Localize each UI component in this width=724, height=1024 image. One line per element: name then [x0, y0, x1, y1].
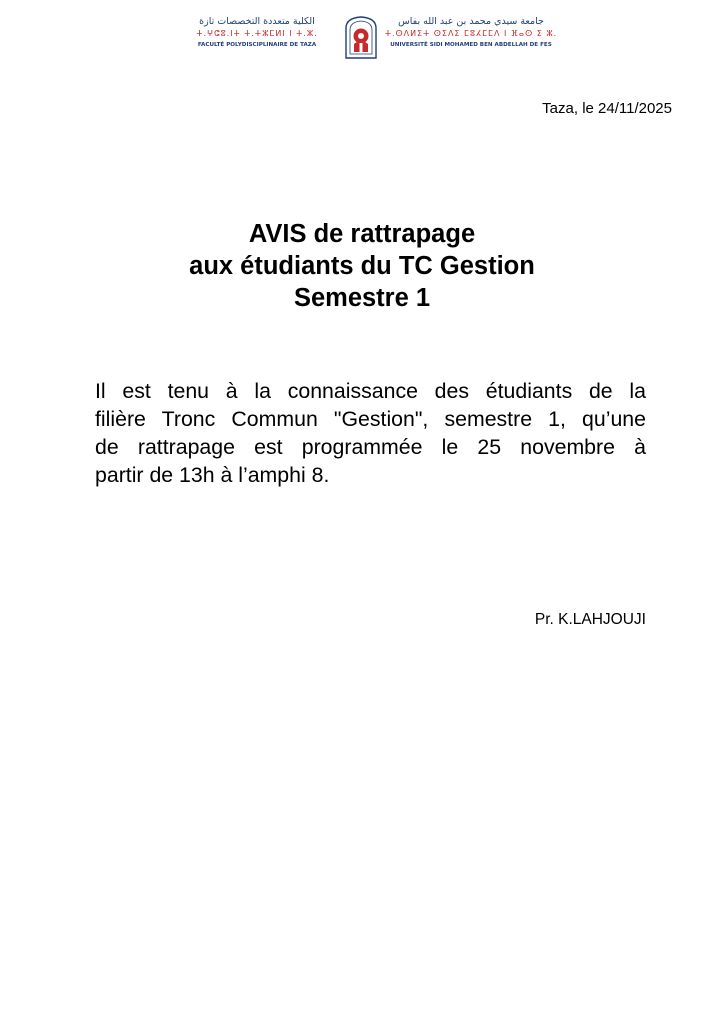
faculty-name-arabic: الكلية متعددة التخصصات تازة [199, 16, 315, 27]
notice-title [0, 218, 724, 314]
university-name-block [382, 16, 560, 50]
body-line-2: filière Tronc Commun "Gestion", semestre 1, qu’une [95, 407, 646, 431]
title-line-1: AVIS de rattrapage [248, 220, 476, 248]
body-line-3: de rattrapage est programmée le 25 novembre à [95, 435, 646, 459]
faculty-name-tifinagh: ⵜ.ⵖⵛⵓ.ⵏⵜ ⵜ.ⵜⵣⵎⵍⵏ ⵏ ⵜ.ⵣ. [196, 29, 318, 38]
notice-body [95, 377, 646, 489]
faculty-name-block [172, 16, 342, 50]
title-line-3: Semestre 1 [293, 284, 431, 312]
body-line-4: partir de 13h à l’amphi 8. [95, 463, 330, 487]
university-name-arabic: جامعة سيدي محمد بن عبد الله بفاس [398, 16, 544, 27]
letterhead [168, 14, 560, 60]
faculty-name-french: FACULTÉ POLYDISCIPLINAIRE DE TAZA [197, 42, 317, 48]
title-line-2: aux étudiants du TC Gestion [189, 252, 535, 280]
university-name-french: UNIVERSITÉ SIDI MOHAMED BEN ABDELLAH DE FES [390, 42, 552, 48]
signature: Pr. K.LAHJOUJI [534, 611, 646, 628]
body-line-1: Il est tenu à la connaissance des étudiants de la [95, 379, 646, 403]
university-crest-icon [342, 14, 380, 60]
university-name-tifinagh: ⵜ.ⵙⴷⵍⵉⵜ ⵙⵉⴷⵉ ⵎⵓⵃⵎⵎⴷ ⵏ ⴼⴰⵙ ⵉ ⵣ. [384, 29, 558, 38]
document-date: Taza, le 24/11/2025 [542, 100, 672, 117]
